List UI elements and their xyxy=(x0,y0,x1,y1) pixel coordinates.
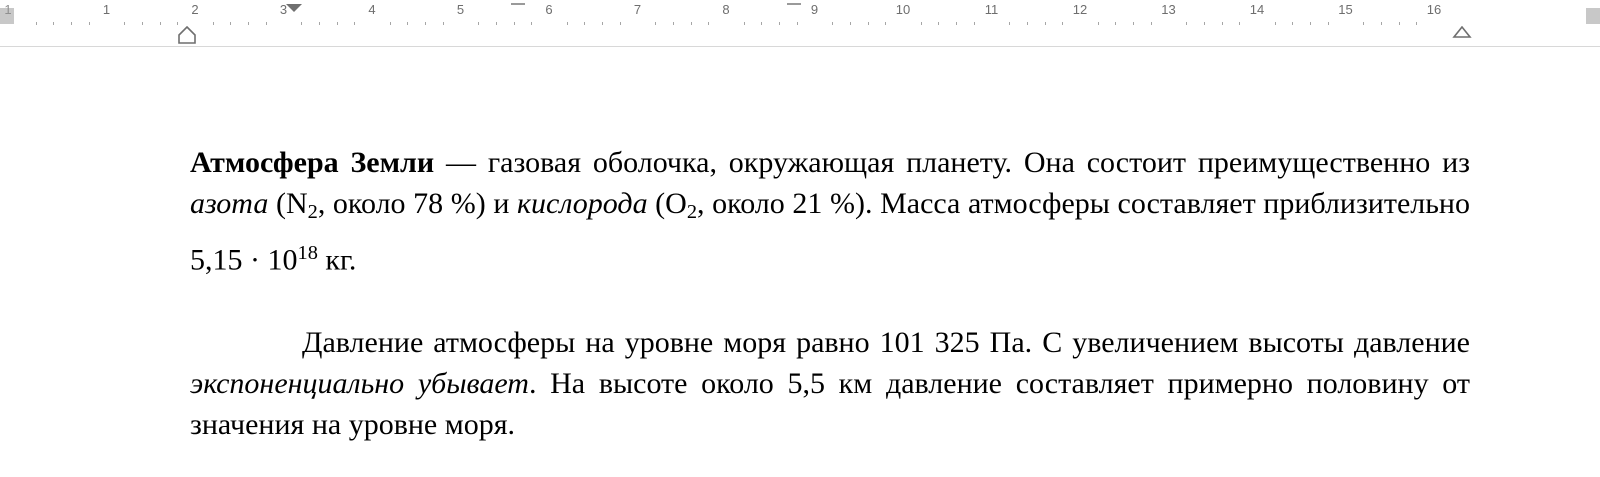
italic-run: экспоненциально убывает xyxy=(190,366,529,400)
ruler-minor-tick xyxy=(177,22,178,25)
ruler-minor-tick xyxy=(1381,22,1382,25)
ruler-minor-tick xyxy=(1328,22,1329,25)
ruler-minor-tick xyxy=(779,22,780,25)
ruler-minor-tick xyxy=(708,22,709,25)
ruler-minor-tick xyxy=(53,22,54,25)
ruler-label-7: 7 xyxy=(633,2,642,17)
tab-stop-marker-1[interactable] xyxy=(511,0,525,5)
ruler-minor-tick xyxy=(1009,22,1010,25)
ruler-minor-tick xyxy=(620,22,621,25)
ruler-minor-tick xyxy=(1399,22,1400,25)
ruler-minor-tick xyxy=(124,22,125,25)
ruler-label-5: 5 xyxy=(456,2,465,17)
ruler-label-1: 1 xyxy=(102,2,111,17)
ruler-minor-tick xyxy=(655,22,656,25)
ruler-minor-tick xyxy=(230,22,231,25)
ruler-label-edge: 1 xyxy=(4,2,12,17)
hanging-indent-icon xyxy=(177,26,197,44)
ruler-minor-tick xyxy=(1416,22,1417,25)
ruler-minor-tick xyxy=(354,22,355,25)
text-run: . На высоте около 5,5 км давление составляет примерно половину от значения на уровне моря. xyxy=(190,366,1470,441)
text-run: (O xyxy=(647,187,687,220)
ruler-minor-tick xyxy=(1186,22,1187,25)
ruler-minor-tick xyxy=(1204,22,1205,25)
ruler-minor-tick xyxy=(1222,22,1223,25)
ruler-minor-tick xyxy=(142,22,143,25)
right-indent-icon xyxy=(1452,26,1472,42)
ruler-label-6: 6 xyxy=(545,2,553,17)
subscript-run: 2 xyxy=(307,201,318,224)
ruler-label-15: 15 xyxy=(1338,2,1353,17)
ruler-minor-tick xyxy=(602,22,603,25)
ruler-minor-tick xyxy=(567,22,568,25)
ruler-minor-tick xyxy=(1098,22,1099,25)
hanging-indent-marker[interactable] xyxy=(177,26,197,47)
text-run: , около 78 %) и xyxy=(317,187,517,220)
superscript-run: 18 xyxy=(297,242,318,265)
ruler-minor-tick xyxy=(868,22,869,25)
ruler-minor-tick xyxy=(36,22,37,25)
ruler-minor-tick xyxy=(744,22,745,25)
ruler-minor-tick xyxy=(832,22,833,25)
ruler-minor-tick xyxy=(89,22,90,25)
ruler-label-11: 11 xyxy=(984,2,999,17)
ruler-minor-tick xyxy=(921,22,922,25)
right-indent-marker[interactable] xyxy=(1452,26,1472,47)
ruler-minor-tick xyxy=(407,22,408,25)
ruler-minor-tick xyxy=(1151,22,1152,25)
ruler-label-8: 8 xyxy=(722,2,730,17)
ruler-minor-tick xyxy=(266,22,267,25)
ruler-label-16: 16 xyxy=(1426,2,1442,17)
ruler-minor-tick xyxy=(974,22,975,25)
ruler-minor-tick xyxy=(213,22,214,25)
subscript-run: 2 xyxy=(686,201,698,224)
ruler-minor-tick xyxy=(1275,22,1276,25)
text-run: Давление атмосферы на уровне моря равно 101 325 Па. С увеличением высоты давление xyxy=(302,325,1470,359)
document-page[interactable] xyxy=(0,47,1600,477)
ruler-minor-tick xyxy=(1062,22,1063,25)
ruler-label-3: 3 xyxy=(279,2,288,17)
ruler-label-13: 13 xyxy=(1161,2,1176,17)
ruler-minor-tick xyxy=(1363,22,1364,25)
ruler-minor-tick xyxy=(584,22,585,25)
paragraph-2[interactable] xyxy=(190,322,1470,445)
text-run: — газовая оболочка, окружающая планету. Она состоит преимущественно из xyxy=(434,146,1470,179)
bold-run: Атмосфера Земли xyxy=(190,146,435,179)
ruler-minor-tick xyxy=(1115,22,1116,25)
ruler-minor-tick xyxy=(1310,22,1311,25)
ruler-label-2: 2 xyxy=(191,2,199,17)
first-line-indent-marker[interactable] xyxy=(286,4,302,12)
ruler-minor-tick xyxy=(514,22,515,25)
ruler-minor-tick xyxy=(248,22,249,25)
ruler-minor-tick xyxy=(1045,22,1046,25)
ruler-label-14: 14 xyxy=(1249,2,1265,17)
ruler-minor-tick xyxy=(425,22,426,25)
ruler-minor-tick xyxy=(301,22,302,25)
ruler-minor-tick xyxy=(478,22,479,25)
text-run: кг. xyxy=(317,243,357,277)
ruler-minor-tick xyxy=(531,22,532,25)
ruler-minor-tick xyxy=(160,22,161,25)
ruler-label-12: 12 xyxy=(1072,2,1088,17)
ruler-minor-tick xyxy=(1292,22,1293,25)
ruler-minor-tick xyxy=(1239,22,1240,25)
text-run: , около 21 %). Масса атмосферы составляет приблизительно 5,15 · 10 xyxy=(190,187,1470,277)
horizontal-ruler[interactable] xyxy=(0,0,1600,47)
ruler-minor-tick xyxy=(337,22,338,25)
italic-run: азота xyxy=(190,187,269,220)
italic-run: кислорода xyxy=(517,187,648,220)
ruler-minor-tick xyxy=(691,22,692,25)
ruler-minor-tick xyxy=(938,22,939,25)
ruler-label-4: 4 xyxy=(368,2,376,17)
document-text-body[interactable] xyxy=(190,142,1470,445)
ruler-minor-tick xyxy=(956,22,957,25)
ruler-minor-tick xyxy=(797,22,798,25)
ruler-minor-tick xyxy=(319,22,320,25)
ruler-minor-tick xyxy=(1027,22,1028,25)
tab-stop-marker-2[interactable] xyxy=(787,0,801,5)
ruler-minor-tick xyxy=(443,22,444,25)
paragraph-1[interactable] xyxy=(190,142,1470,281)
ruler-minor-tick xyxy=(673,22,674,25)
ruler-label-9: 9 xyxy=(810,2,819,17)
ruler-minor-tick xyxy=(496,22,497,25)
ruler-minor-tick xyxy=(390,22,391,25)
ruler-minor-tick xyxy=(885,22,886,25)
ruler-label-10: 10 xyxy=(895,2,911,17)
ruler-minor-tick xyxy=(1133,22,1134,25)
text-run: (N xyxy=(268,187,308,220)
ruler-minor-tick xyxy=(71,22,72,25)
ruler-minor-tick xyxy=(761,22,762,25)
ruler-minor-tick xyxy=(850,22,851,25)
